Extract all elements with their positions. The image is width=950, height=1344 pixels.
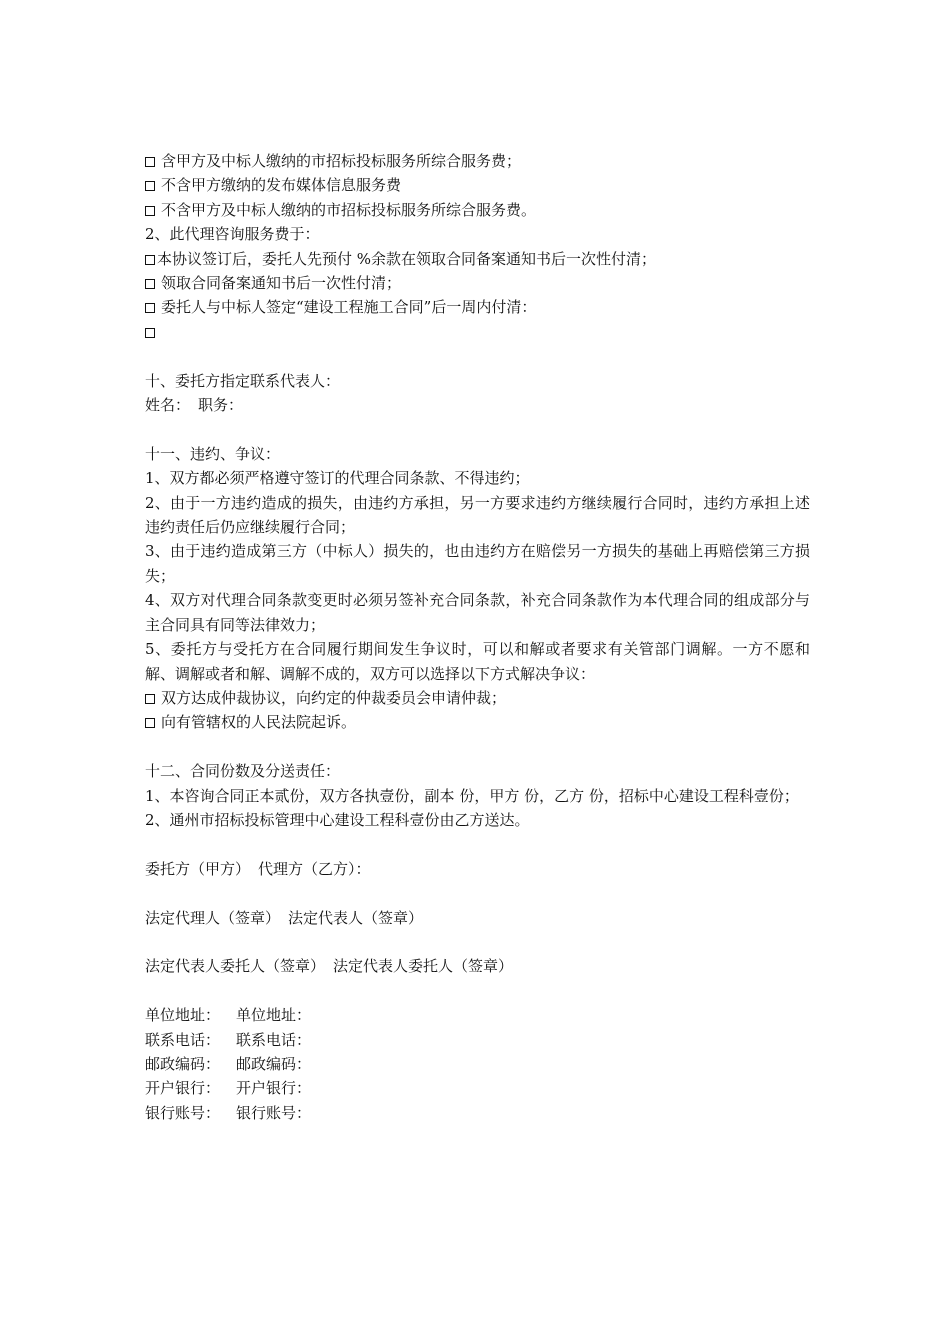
info-row xyxy=(145,1028,810,1052)
breach-heading: 十一、违约、争议： xyxy=(145,444,281,463)
info-right-label: 单位地址： xyxy=(236,1006,312,1025)
contact-heading: 十、委托方指定联系代表人： xyxy=(145,371,341,390)
payment-option-3 xyxy=(145,295,810,319)
legal-agent-label: 法定代理人（签章） xyxy=(145,908,281,927)
party-a-label: 委托方（甲方） xyxy=(145,859,251,878)
breach-clause-1: 1、双方都必须严格遵守签订的代理合同条款、不得违约； xyxy=(145,469,530,488)
checkbox-icon[interactable] xyxy=(145,255,155,265)
signature-delegates xyxy=(145,954,810,978)
info-right-label: 开户银行： xyxy=(236,1079,312,1098)
breach-clause-2: 2、由于一方违约造成的损失，由违约方承担，另一方要求违约方继续履行合同时，违约方承担上述违约责任后仍应继续履行合同； xyxy=(145,493,810,537)
title-label: 职务： xyxy=(198,396,244,415)
spacer xyxy=(145,979,810,1003)
payment-option-2 xyxy=(145,271,810,295)
fee-scope-option-2 xyxy=(145,173,810,197)
spacer xyxy=(145,930,810,954)
payment-heading: 2、此代理咨询服务费于： xyxy=(145,225,320,244)
checkbox-icon[interactable] xyxy=(145,181,155,191)
info-left-label: 单位地址： xyxy=(145,1006,221,1025)
contract-page xyxy=(145,149,810,1125)
checkbox-icon[interactable] xyxy=(145,279,155,289)
payment-option-text: 委托人与中标人签定“建设工程施工合同”后一周内付清： xyxy=(161,298,537,317)
rep-delegate-b-label: 法定代表人委托人（签章） xyxy=(333,957,514,976)
copies-clause-1: 1、本咨询合同正本贰份，双方各执壹份，副本 份，甲方 份，乙方 份，招标中心建设工程科壹份； xyxy=(145,786,799,805)
payment-option-4 xyxy=(145,320,810,344)
spacer xyxy=(145,881,810,905)
info-left-label: 开户银行： xyxy=(145,1079,221,1098)
info-row xyxy=(145,1003,810,1027)
spacer xyxy=(145,832,810,856)
breach-clause-3: 3、由于违约造成第三方（中标人）损失的，也由违约方在赔偿另一方损失的基础上再赔偿第三方损失； xyxy=(145,542,810,585)
checkbox-icon[interactable] xyxy=(145,157,155,167)
info-row xyxy=(145,1076,810,1100)
copies-heading: 十二、合同份数及分送责任： xyxy=(145,762,341,781)
fee-scope-option-text: 不含甲方缴纳的发布媒体信息服务费 xyxy=(161,176,402,195)
info-right-label: 联系电话： xyxy=(236,1030,312,1049)
dispute-option-text: 向有管辖权的人民法院起诉。 xyxy=(161,713,357,732)
signature-legal xyxy=(145,906,810,930)
payment-option-1 xyxy=(145,247,810,271)
name-label: 姓名： xyxy=(145,396,191,415)
info-left-label: 联系电话： xyxy=(145,1030,221,1049)
info-right-label: 银行账号： xyxy=(236,1103,312,1122)
info-left-label: 邮政编码： xyxy=(145,1054,221,1073)
spacer xyxy=(145,344,810,368)
rep-delegate-a-label: 法定代表人委托人（签章） xyxy=(145,957,326,976)
legal-rep-label: 法定代表人（签章） xyxy=(288,908,424,927)
spacer xyxy=(145,735,810,759)
spacer xyxy=(145,417,810,441)
checkbox-icon[interactable] xyxy=(145,303,155,313)
fee-scope-option-text: 不含甲方及中标人缴纳的市招标投标服务所综合服务费。 xyxy=(161,200,537,219)
info-right-label: 邮政编码： xyxy=(236,1054,312,1073)
party-b-label: 代理方（乙方）： xyxy=(258,859,371,878)
breach-clause-4: 4、双方对代理合同条款变更时必须另签补充合同条款，补充合同条款作为本代理合同的组成部分与主合同具有同等法律效力； xyxy=(145,591,810,634)
fee-scope-option-1 xyxy=(145,149,810,173)
contact-fields xyxy=(145,393,810,417)
checkbox-icon[interactable] xyxy=(145,328,155,338)
checkbox-icon[interactable] xyxy=(145,206,155,216)
payment-option-text: 领取合同备案通知书后一次性付清； xyxy=(161,274,402,293)
fee-scope-option-3 xyxy=(145,198,810,222)
payment-option-text: 本协议签订后，委托人先预付 %余款在领取合同备案通知书后一次性付清； xyxy=(157,249,657,268)
checkbox-icon[interactable] xyxy=(145,718,155,728)
dispute-option-text: 双方达成仲裁协议，向约定的仲裁委员会申请仲裁； xyxy=(161,688,507,707)
dispute-option-2 xyxy=(145,710,810,734)
signature-parties xyxy=(145,857,810,881)
info-row xyxy=(145,1101,810,1125)
fee-scope-option-text: 含甲方及中标人缴纳的市招标投标服务所综合服务费； xyxy=(161,152,522,170)
dispute-option-1 xyxy=(145,686,810,710)
checkbox-icon[interactable] xyxy=(145,694,155,704)
info-row xyxy=(145,1052,810,1076)
info-left-label: 银行账号： xyxy=(145,1103,221,1122)
copies-clause-2: 2、通州市招标投标管理中心建设工程科壹份由乙方送达。 xyxy=(145,810,530,829)
breach-clause-5: 5、委托方与受托方在合同履行期间发生争议时，可以和解或者要求有关管部门调解。一方不愿和解、调解或者和解、调解不成的，双方可以选择以下方式解决争议： xyxy=(145,640,810,683)
